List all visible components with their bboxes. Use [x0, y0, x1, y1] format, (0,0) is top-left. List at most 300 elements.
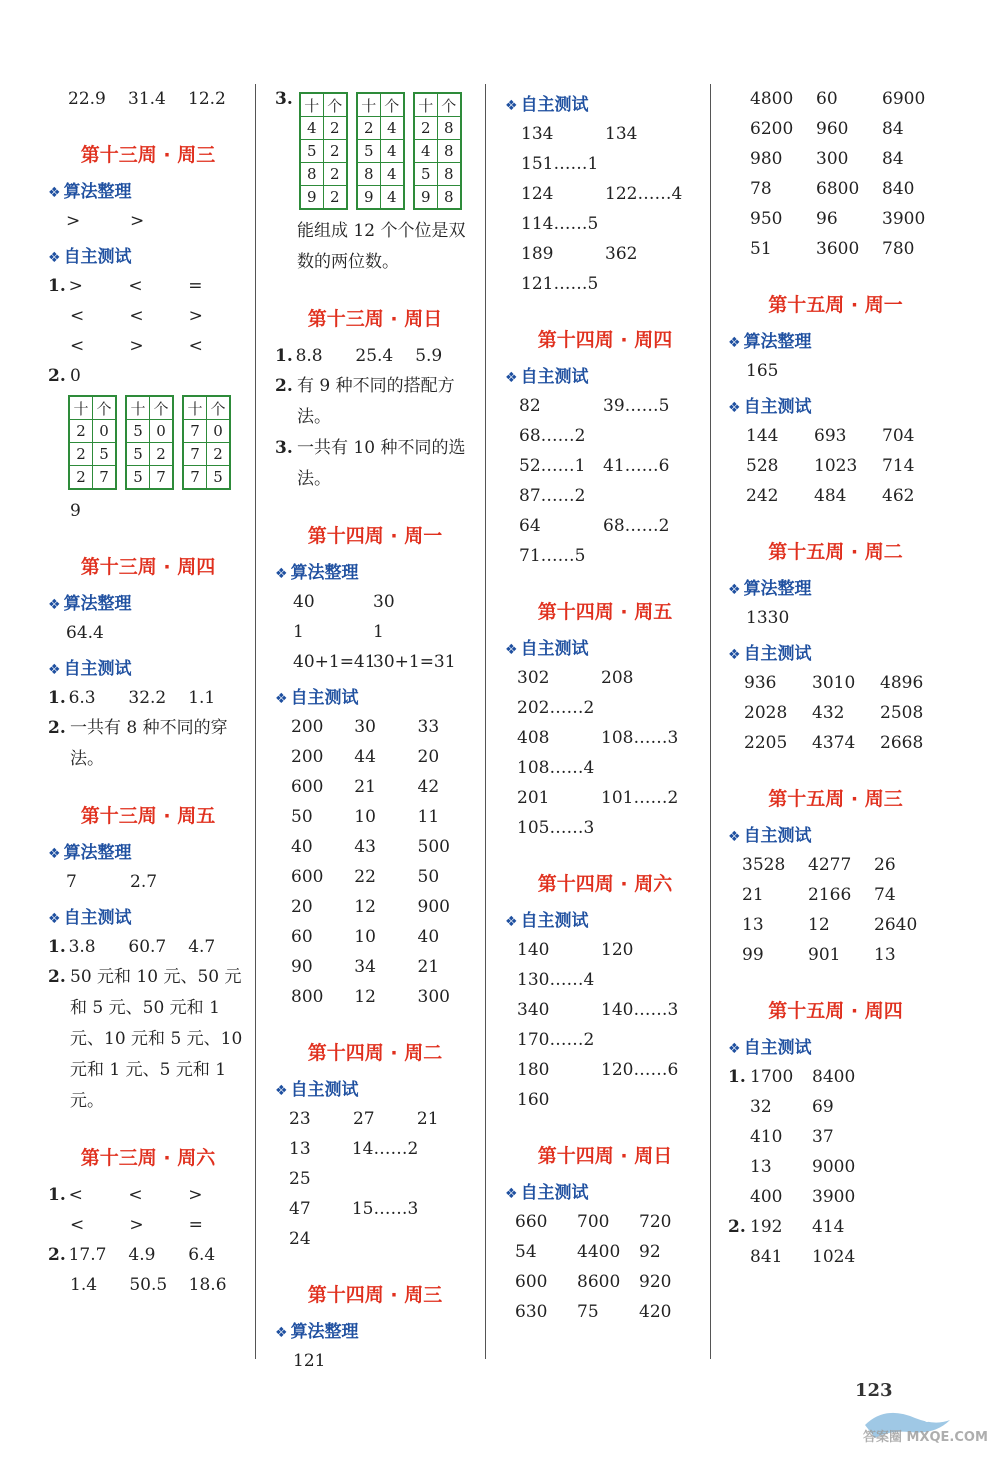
section-heading: ❖ 自主测试 [275, 1075, 475, 1100]
answer-row [275, 862, 475, 892]
answer-row [505, 723, 705, 753]
answer-value: 3.8 [68, 937, 96, 957]
answer-value [601, 1085, 691, 1115]
answer-value: 68……2 [519, 426, 586, 446]
grid-header: 个 [380, 93, 404, 117]
answer-sentence: 一共有 10 种不同的选法。 [297, 438, 466, 489]
answer-value: > [188, 306, 203, 326]
grid-cell: 7 [183, 466, 207, 490]
answer-value: 22 [354, 867, 376, 887]
answer-value: 12.2 [188, 89, 226, 109]
answer-text [48, 962, 248, 1117]
answer-row [505, 753, 705, 783]
answer-row [505, 1055, 705, 1085]
answer-row [505, 1025, 705, 1055]
section-heading: ❖ 自主测试 [505, 1178, 705, 1203]
answer-row [728, 421, 943, 451]
answer-row [728, 204, 943, 234]
question-number [728, 1092, 750, 1122]
answer-value: 144 [746, 426, 779, 446]
answer-value: 21 [354, 777, 376, 797]
answer-value: 41……6 [603, 456, 670, 476]
grid-cell: 7 [93, 466, 117, 490]
section-heading: ❖ 算法整理 [275, 1317, 475, 1342]
answer-value: 408 [517, 728, 550, 748]
answer-row [505, 421, 705, 451]
answer-row [728, 481, 943, 511]
answer-value: 841 [750, 1247, 783, 1267]
grid-cell: 8 [437, 163, 461, 186]
week-heading: 第十五周 · 周四 [768, 1000, 903, 1022]
answer-value: 432 [812, 703, 845, 723]
answer-value: 1023 [814, 456, 858, 476]
grid-cell: 2 [414, 117, 438, 140]
answer-value: < [128, 1185, 143, 1205]
answer-row [48, 496, 248, 526]
answer-value: 200 [291, 717, 324, 737]
question-number: 2. [48, 1245, 66, 1265]
answer-row [505, 965, 705, 995]
section-heading: ❖ 自主测试 [505, 906, 705, 931]
grid-cell: 4 [380, 117, 404, 140]
answer-row [505, 541, 705, 571]
section-heading: ❖ 自主测试 [48, 903, 248, 928]
answer-value [601, 813, 691, 843]
answer-row [48, 1270, 248, 1300]
answer-sentence: 有 9 种不同的搭配方法。 [297, 376, 455, 427]
answer-row [728, 603, 943, 633]
answer-value: 462 [882, 486, 915, 506]
grid-cell: 5 [93, 443, 117, 466]
section-heading: ❖ 自主测试 [48, 242, 248, 267]
answer-value: 37 [812, 1127, 834, 1147]
answer-value: 2508 [880, 703, 924, 723]
answer-text [48, 713, 248, 775]
answer-value: 134 [605, 124, 638, 144]
answer-value [601, 753, 691, 783]
grid-header: 十 [414, 93, 438, 117]
answer-value: 39……5 [603, 396, 670, 416]
answer-value [353, 1164, 417, 1194]
answer-row [505, 1207, 705, 1237]
answer-row [728, 114, 943, 144]
answer-value: 50.5 [129, 1275, 168, 1295]
answer-row [728, 451, 943, 481]
answer-row [48, 1210, 248, 1240]
grid-header: 十 [69, 396, 93, 420]
answer-value [603, 541, 693, 571]
answer-value: 780 [882, 239, 915, 259]
question-number [728, 1152, 750, 1182]
answer-value [353, 1224, 417, 1254]
answer-row [275, 1224, 475, 1254]
answer-value: < [128, 276, 143, 296]
digit-grid [125, 395, 174, 490]
grid-cell: 5 [207, 466, 231, 490]
answer-value: 108……3 [601, 728, 679, 748]
column-3 [505, 84, 705, 1327]
answer-row [505, 995, 705, 1025]
answer-row [275, 587, 475, 617]
answer-row [728, 234, 943, 264]
answer-value: 920 [639, 1272, 672, 1292]
answer-value: 300 [816, 149, 849, 169]
grid-cell: 2 [150, 443, 174, 466]
answer-value: 6800 [816, 179, 860, 199]
answer-value: 84 [882, 149, 904, 169]
answer-row [728, 144, 943, 174]
answer-row [505, 1297, 705, 1327]
answer-value: 60.7 [128, 937, 167, 957]
answer-row [48, 331, 248, 361]
answer-value: 484 [814, 486, 847, 506]
watermark-text: 答案圈 MXQE.COM [863, 1430, 988, 1445]
question-number: 1. [275, 346, 293, 366]
answer-row [505, 451, 705, 481]
answer-row [275, 952, 475, 982]
question-number: 3. [275, 438, 293, 458]
grid-header: 个 [323, 93, 347, 117]
answer-row [48, 84, 248, 114]
answer-value: < [129, 306, 144, 326]
answer-value: = [188, 276, 203, 296]
answer-value: 840 [882, 179, 915, 199]
answer-row [505, 693, 705, 723]
grid-cell: 2 [69, 466, 93, 490]
answer-value: 1 [293, 622, 304, 642]
answer-value [601, 1025, 691, 1055]
answer-value: 2028 [744, 703, 788, 723]
answer-row [505, 511, 705, 541]
section-heading: ❖ 自主测试 [728, 392, 943, 417]
answer-value: 1 [373, 622, 384, 642]
answer-value: 32 [750, 1097, 772, 1117]
answer-value: 50 [291, 807, 313, 827]
grid-header: 十 [357, 93, 381, 117]
grid-cell: 8 [437, 117, 461, 140]
answer-value: 160 [517, 1090, 550, 1110]
answer-value: 78 [750, 179, 772, 199]
question-number: 2. [48, 718, 66, 738]
answer-value: 202……2 [517, 698, 595, 718]
answer-rows [505, 663, 705, 843]
answer-row [275, 1346, 475, 1376]
answer-value: 69 [812, 1097, 834, 1117]
answer-row [275, 341, 475, 371]
grid-cell: 2 [323, 186, 347, 210]
answer-value: 52……1 [519, 456, 586, 476]
answer-value: 414 [812, 1217, 845, 1237]
grid-cell: 4 [300, 117, 324, 140]
grid-cell: 4 [380, 163, 404, 186]
week-heading: 第十五周 · 周二 [768, 541, 903, 563]
answer-value: 22.9 [68, 89, 106, 109]
answer-value [603, 421, 693, 451]
answer-value: 8400 [812, 1067, 856, 1087]
column-2 [275, 84, 475, 1376]
answer-value: 42 [417, 777, 440, 797]
answer-value: 114……5 [521, 214, 599, 234]
answer-row [728, 940, 943, 970]
answer-value: 6.4 [188, 1245, 216, 1265]
answer-value: 30 [373, 592, 395, 612]
answer-value: 960 [816, 119, 849, 139]
grid-cell: 5 [126, 443, 150, 466]
answer-value: 14……2 [351, 1139, 419, 1159]
answer-value: 23 [289, 1109, 311, 1129]
section-heading: ❖ 自主测试 [728, 821, 943, 846]
answer-text [275, 433, 475, 495]
column-divider [255, 84, 256, 1359]
answer-value: < [70, 306, 85, 326]
question-number: 2. [48, 366, 66, 386]
answer-value: 30 [354, 717, 376, 737]
section-heading: ❖ 自主测试 [728, 1033, 943, 1058]
answer-value: 2205 [744, 733, 788, 753]
answer-text [275, 371, 475, 433]
grid-cell: 7 [150, 466, 174, 490]
answer-value: 528 [746, 456, 779, 476]
answer-row [48, 271, 248, 301]
answer-value: < [70, 336, 85, 356]
week-heading: 第十四周 · 周二 [307, 1042, 443, 1064]
answer-sentence: 能组成 12 个个位是双数的两位数。 [297, 221, 466, 272]
answer-row [275, 1194, 475, 1224]
answer-value: 47 [289, 1199, 311, 1219]
answer-row [275, 617, 475, 647]
question-number [728, 1242, 750, 1272]
answer-value: 44 [354, 747, 376, 767]
grid-cell: 5 [357, 140, 381, 163]
answer-value: 693 [814, 426, 847, 446]
answer-value: 1700 [750, 1067, 794, 1087]
answer-row [275, 647, 475, 677]
grid-cell: 7 [183, 420, 207, 443]
answer-sentence: 一共有 8 种不同的穿法。 [70, 718, 228, 769]
answer-value: 18.6 [188, 1275, 227, 1295]
section-heading: ❖ 自主测试 [728, 639, 943, 664]
answer-row [505, 391, 705, 421]
answer-value: 4.9 [128, 1245, 156, 1265]
answer-value: 10 [354, 807, 376, 827]
question-number: 1. [48, 1185, 66, 1205]
grid-header: 个 [207, 396, 231, 420]
answer-value: 32.2 [128, 688, 167, 708]
answer-row [275, 712, 475, 742]
answer-value: 40 [291, 837, 313, 857]
answer-value: < [68, 1185, 83, 1205]
answer-value: 400 [750, 1187, 783, 1207]
question-number [728, 1122, 750, 1152]
answer-value: 170……2 [517, 1030, 595, 1050]
digit-grid [356, 92, 405, 210]
answer-value: 800 [291, 987, 324, 1007]
section-heading: ❖ 算法整理 [48, 838, 248, 863]
answer-value: 180 [517, 1060, 550, 1080]
grid-header: 个 [437, 93, 461, 117]
answer-value: 0 [70, 366, 81, 386]
answer-value: > [130, 211, 145, 231]
answer-value: 17.7 [68, 1245, 107, 1265]
answer-value: 980 [750, 149, 783, 169]
answer-value: 140 [517, 940, 550, 960]
digit-grid [413, 92, 462, 210]
answer-value: 105……3 [517, 818, 595, 838]
week-heading: 第十三周 · 周五 [80, 805, 216, 827]
answer-value: 3010 [812, 673, 856, 693]
answer-row [275, 1164, 475, 1194]
answer-value: 134 [521, 124, 554, 144]
answer-row [275, 982, 475, 1012]
answer-value [601, 965, 691, 995]
answer-row [48, 932, 248, 962]
answer-value: = [188, 1215, 203, 1235]
answer-value: 201 [517, 788, 550, 808]
grid-header: 个 [93, 396, 117, 420]
grid-cell: 8 [437, 140, 461, 163]
answer-row [728, 850, 943, 880]
answer-value: 2640 [874, 915, 918, 935]
answer-value: 99 [742, 945, 764, 965]
grid-cell: 8 [357, 163, 381, 186]
week-heading: 第十四周 · 周一 [307, 525, 443, 547]
answer-value: > [188, 1185, 203, 1205]
answer-sentence: 50 元和 10 元、50 元和 5 元、50 元和 1 元、10 元和 5 元、10 元和 1 元、5 元和 1 元。 [70, 967, 243, 1111]
section-heading: ❖ 算法整理 [275, 558, 475, 583]
answer-value: 40+1=41 [293, 652, 376, 672]
answer-value: 9 [70, 501, 81, 521]
answer-value: 6200 [750, 119, 794, 139]
answer-value: 630 [515, 1302, 548, 1322]
answer-value: 68……2 [603, 516, 670, 536]
answer-value: 75 [577, 1302, 599, 1322]
answer-value: > [129, 1215, 144, 1235]
answer-value: 130……4 [517, 970, 595, 990]
answer-value: 20 [417, 747, 440, 767]
answer-value: 74 [874, 885, 896, 905]
answer-value: 4277 [808, 855, 852, 875]
grid-cell: 2 [357, 117, 381, 140]
grid-header: 个 [150, 396, 174, 420]
question-number: 2. [275, 376, 293, 396]
answer-value: 300 [417, 987, 450, 1007]
answer-value: 192 [750, 1217, 783, 1237]
answer-row [505, 1267, 705, 1297]
answer-row [48, 361, 248, 391]
answer-value: 2668 [880, 733, 924, 753]
answer-value: 704 [882, 426, 915, 446]
answer-row [275, 742, 475, 772]
answer-rows [505, 935, 705, 1115]
grid-cell: 2 [207, 443, 231, 466]
answer-value: > [66, 211, 81, 231]
answer-row [505, 935, 705, 965]
answer-row [275, 922, 475, 952]
answer-value: 936 [744, 673, 777, 693]
answer-value: 84 [882, 119, 904, 139]
answer-value: 900 [417, 897, 450, 917]
digit-grid [182, 395, 231, 490]
grid-cell: 2 [69, 420, 93, 443]
answer-value [605, 209, 695, 239]
answer-row [505, 119, 705, 149]
answer-row [728, 1062, 943, 1092]
answer-value: 124 [521, 184, 554, 204]
answer-value: 600 [291, 867, 324, 887]
answer-value: 1024 [812, 1247, 856, 1267]
answer-value: 34 [354, 957, 376, 977]
answer-rows [728, 668, 943, 758]
section-heading: ❖ 算法整理 [48, 589, 248, 614]
answer-rows [728, 421, 943, 511]
answer-value: 108……4 [517, 758, 595, 778]
answer-row [505, 1237, 705, 1267]
answer-value: 302 [517, 668, 550, 688]
answer-value: 140……3 [601, 1000, 679, 1020]
page-number: 123 [855, 1380, 893, 1401]
answer-value: 87……2 [519, 486, 586, 506]
answer-value: 40 [417, 927, 440, 947]
answer-value: 92 [639, 1242, 661, 1262]
answer-value: 90 [291, 957, 313, 977]
digit-grid [299, 92, 348, 210]
answer-value [417, 1224, 475, 1254]
question-number: 2. [48, 967, 66, 987]
answer-rows [728, 850, 943, 970]
question-number: 1. [48, 688, 66, 708]
answer-value: 420 [639, 1302, 672, 1322]
answer-row [48, 301, 248, 331]
answer-row [728, 880, 943, 910]
answer-value: 96 [816, 209, 838, 229]
answer-row [48, 618, 248, 648]
question-number: 3. [275, 89, 293, 109]
answer-value: 11 [417, 807, 440, 827]
answer-row [505, 209, 705, 239]
answer-value: 27 [352, 1109, 375, 1129]
answer-value: 500 [417, 837, 450, 857]
grid-cell: 9 [357, 186, 381, 210]
answer-row [48, 867, 248, 897]
answer-rows [728, 1062, 943, 1272]
grid-cell: 7 [183, 443, 207, 466]
answer-value: < [70, 1215, 85, 1235]
answer-value: 21 [742, 885, 764, 905]
answer-value: 30+1=31 [373, 652, 456, 672]
answer-value: 3900 [882, 209, 926, 229]
column-divider [710, 84, 711, 1359]
week-heading: 第十四周 · 周三 [307, 1284, 443, 1306]
answer-value: 189 [521, 244, 554, 264]
answer-row [728, 1122, 943, 1152]
digit-grids [48, 395, 248, 490]
answer-value: 1.4 [70, 1275, 98, 1295]
week-heading: 第十三周 · 周日 [307, 308, 443, 330]
grid-cell: 0 [207, 420, 231, 443]
answer-value: 21 [417, 957, 440, 977]
answer-row [505, 149, 705, 179]
answer-value: 362 [605, 244, 638, 264]
answer-value: 13 [750, 1157, 772, 1177]
answer-value: 33 [417, 717, 440, 737]
answer-value: 3600 [816, 239, 860, 259]
answer-row [728, 728, 943, 758]
answer-row [48, 1180, 248, 1210]
question-number: 1. [48, 276, 66, 296]
answer-value: 208 [601, 668, 634, 688]
answer-value: 60 [816, 89, 838, 109]
answer-value [605, 149, 695, 179]
